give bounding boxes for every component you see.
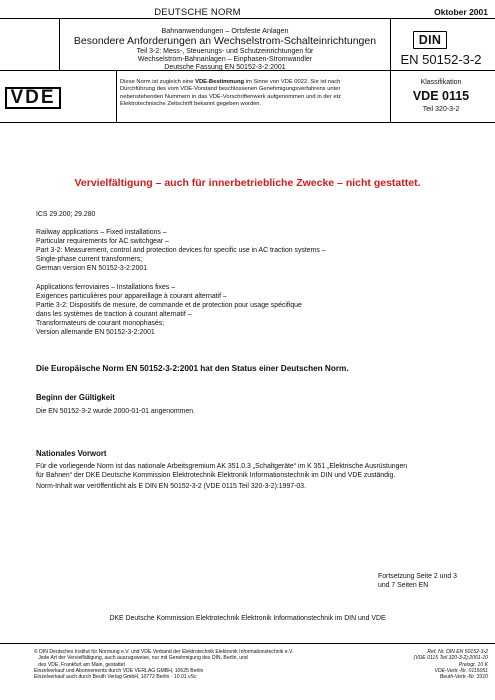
note-line: Durchführung des vom VDE-Vorstand beschlossenen Genehmigungsverfahrens unter <box>120 86 341 93</box>
title-detail-line: Wechselstrom-Bahnanlagen – Einphasen-Stromwandler <box>137 56 313 63</box>
english-title-line: Railway applications – Fixed installations – <box>36 229 167 236</box>
french-title <box>36 284 466 337</box>
document-type: DEUTSCHE NORM <box>154 7 241 18</box>
note-text: Diese Norm ist zugleich eine <box>120 79 196 85</box>
continuation-line: und 7 Seiten EN <box>378 581 429 589</box>
classification-part: Teil 320-3-2 <box>422 106 460 113</box>
footer-line: © DIN Deutsches Institut für Normung e.V. und VDE Verband der Elektrotechnik Elektronik Informationstechnik e.V. <box>34 649 294 655</box>
din-logo: DIN <box>413 31 447 49</box>
vde-logo <box>4 87 62 109</box>
ics-codes: ICS 29.200; 29.280 <box>36 211 96 218</box>
footer-reference <box>360 649 488 680</box>
footer-ref-line: Ref. Nr. DIN EN 50152-3-2 <box>427 649 488 655</box>
english-title <box>36 229 466 274</box>
title-detail-line: Deutsche Fassung EN 50152-3-2:2001 <box>164 64 286 71</box>
footer-line: Einzelverkauf auch durch Beuth Verlag GmbH, 10772 Berlin · 10.01 vSc <box>34 674 197 681</box>
footer-line: Jede Art der Vervielfältigung, auch auszugsweise, nur mit Genehmigung des DIN, Berlin, und <box>34 655 248 662</box>
english-title-line: Part 3-2: Measurement, control and protection devices for specific use in AC traction systems – <box>36 246 326 254</box>
footer-rule <box>0 643 495 644</box>
french-title-line: Applications ferroviaires – Installations fixes – <box>36 284 176 291</box>
footer-ref-line: (VDE 0115 Teil 320-3-2):2001-10 <box>413 655 488 662</box>
note-line <box>120 79 388 86</box>
title-details <box>60 48 390 72</box>
continuation-note <box>378 573 488 591</box>
english-title-line: German version EN 50152-3-2:2001 <box>36 264 148 272</box>
vde-note <box>120 79 388 109</box>
footer-ref-line: Beuth-Vertr.-Nr. 3310 <box>439 674 488 681</box>
english-title-line: Single-phase current transformers; <box>36 255 143 263</box>
copy-warning: Vervielfältigung – auch für innerbetriebliche Zwecke – nicht gestattet. <box>74 177 421 189</box>
note-line: nebenstehenden Nummern in das VDE-Vorschriftenwerk aufgenommen und in der etz <box>120 93 342 100</box>
continuation-line: Fortsetzung Seite 2 und 3 <box>378 573 457 580</box>
validity-heading: Beginn der Gültigkeit <box>36 393 115 402</box>
english-title-line: Particular requirements for AC switchgear – <box>36 237 169 245</box>
din-standard-number: EN 50152-3-2 <box>400 52 482 67</box>
footer-line: des VDE, Frankfurt am Main, gestattet <box>34 661 125 668</box>
validity-text: Die EN 50152-3-2 wurde 2000-01-01 angenommen. <box>36 408 195 415</box>
french-title-line: Partie 3-2: Dispositifs de mesure, de commande et de protection pour usage spécifique <box>36 301 302 309</box>
note-bold-text: VDE-Bestimmung <box>195 79 245 85</box>
note-line: Elektrotechnische Zeitschrift bekannt gegeben worden. <box>120 101 262 108</box>
vde-logo-text: VDE <box>5 87 60 109</box>
top-rule <box>0 18 495 19</box>
foreword-line: Für die vorliegende Norm ist das nationale Arbeitsgremium AK 351.0.3 „Schaltgeräte“ im K 351 „Elektrische Ausrüstungen <box>36 463 408 470</box>
title-subtitle: Bahnanwendungen – Ortsfeste Anlagen <box>161 26 289 35</box>
foreword-line: für Bahnen“ der DKE Deutsche Kommission Elektrotechnik Elektronik Informationstechnik im DIN und VDE zuständig. <box>36 471 396 479</box>
footer-line: Einzelverkauf und Abonnements durch VDE VERLAG GMBH, 10625 Berlin <box>34 667 204 674</box>
lower-rule <box>0 122 495 123</box>
french-title-line: Transformateurs de courant monophasés; <box>36 319 165 327</box>
vde-divider-rule <box>116 70 117 122</box>
national-foreword-text <box>36 463 466 492</box>
dke-line: DKE Deutsche Kommission Elektrotechnik Elektronik Informationstechnik im DIN und VDE <box>109 615 386 622</box>
status-statement: Die Europäische Norm EN 50152-3-2:2001 hat den Status einer Deutschen Norm. <box>36 364 349 373</box>
french-title-line: Exigences particulières pour appareillage à courant alternatif – <box>36 292 227 300</box>
footer-copyright <box>34 649 354 680</box>
publication-date: Oktober 2001 <box>434 7 488 17</box>
note-text: im Sinne von VDE 0022. Sie ist nach <box>244 79 341 85</box>
vde-classification-number: VDE 0115 <box>412 89 470 103</box>
french-title-line: dans les systèmes de traction à courant alternatif – <box>36 310 192 318</box>
title-detail-line: Teil 3-2: Mess-, Steuerungs- und Schutzeinrichtungen für <box>136 48 314 55</box>
classification-label: Klassifikation <box>420 79 462 86</box>
footer-ref-line: VDE-Vertr.-Nr. 0115051 <box>434 667 488 674</box>
foreword-line: Norm-Inhalt war veröffentlicht als E DIN EN 50152-3-2 (VDE 0115 Teil 320-3-2):1997-03. <box>36 482 307 490</box>
national-foreword-heading: Nationales Vorwort <box>36 449 107 458</box>
footer-ref-line: Preisgr. 10 K <box>458 661 488 668</box>
french-title-line: Version allemande EN 50152-3-2:2001 <box>36 328 155 336</box>
document-title: Besondere Anforderungen an Wechselstrom-Schalteinrichtungen <box>73 35 377 47</box>
